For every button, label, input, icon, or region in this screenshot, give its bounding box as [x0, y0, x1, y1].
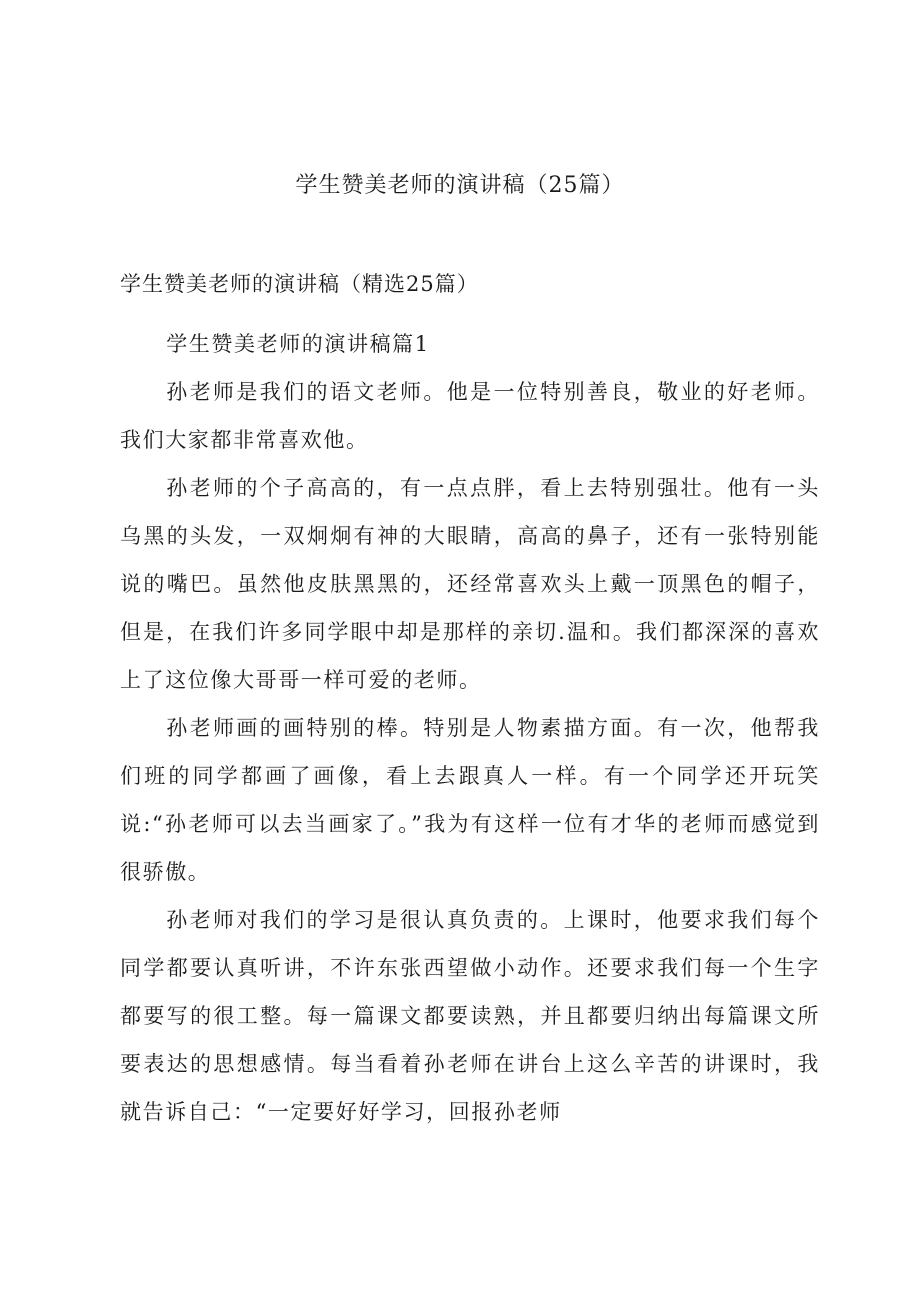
document-subtitle: 学生赞美老师的演讲稿（精选25篇） — [120, 272, 479, 296]
paragraph-3: 孙老师画的画特别的棒。特别是人物素描方面。有一次，他帮我们班的同学都画了画像，看上去跟真人一样。有一个同学还开玩笑说:“孙老师可以去当画家了。”我为有这样一位有才华的老师而感觉到很骄傲。 — [120, 716, 820, 884]
section-heading: 学生赞美老师的演讲稿篇1 — [166, 332, 430, 356]
paragraph-4: 孙老师对我们的学习是很认真负责的。上课时，他要求我们每个同学都要认真听讲，不许东张西望做小动作。还要求我们每一个生字都要写的很工整。每一篇课文都要读熟，并且都要归纳出每篇课文所要表达的思想感情。每当看着孙老师在讲台上这么辛苦的讲课时，我就告诉自己：“一定要好好学习，回报孙老师 — [120, 908, 820, 1124]
document-body — [120, 320, 820, 1136]
paragraph-2: 孙老师的个子高高的，有一点点胖，看上去特别强壮。他有一头乌黑的头发，一双炯炯有神的大眼睛，高高的鼻子，还有一张特别能说的嘴巴。虽然他皮肤黑黑的，还经常喜欢头上戴一顶黑色的帽子，但是，在我们许多同学眼中却是那样的亲切.温和。我们都深深的喜欢上了这位像大哥哥一样可爱的老师。 — [120, 476, 820, 692]
document-title: 学生赞美老师的演讲稿（25篇） — [295, 173, 625, 198]
paragraph-1: 孙老师是我们的语文老师。他是一位特别善良，敬业的好老师。我们大家都非常喜欢他。 — [120, 380, 820, 452]
